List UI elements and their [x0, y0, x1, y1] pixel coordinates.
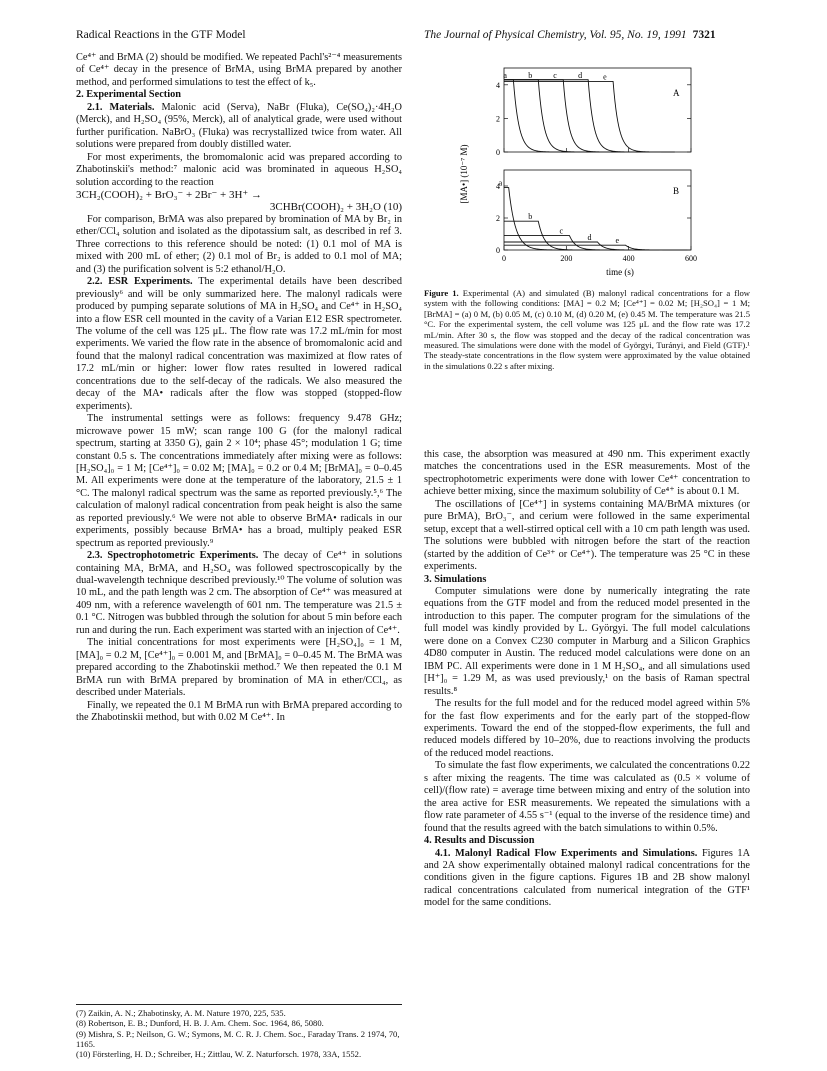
panel-label: B [673, 186, 680, 196]
y-tick-label: 2 [496, 114, 500, 124]
curve-label: a [498, 178, 503, 188]
decay-curve-A-d [504, 80, 650, 152]
curve-label: c [559, 226, 564, 236]
curve-label: e [615, 236, 620, 246]
x-tick-label: 0 [502, 254, 506, 263]
journal-citation: The Journal of Physical Chemistry, Vol. 95, No. 19, 1991 [424, 29, 687, 41]
panel-frame-B [504, 170, 691, 250]
section-3-heading: 3. Simulations [424, 573, 487, 585]
curve-label: b [528, 70, 533, 80]
curve-label: b [528, 212, 533, 222]
simulations-paragraph-1: Computer simulations were done by numerically integrating the rate equations from the GTF model and from the reduced model presented in the introduction to this paper. The computer program for the simulations of the full model was kindly provided by L. Györgyi. The full model calculations were done on a Convex C230 computer in Marburg and a Silicon Graphics 4D80 computer in Austin. The reduced model calculations were done on an IBM PC. All experiments were done in 1 M H₂SO₄, and all simulations used [H⁺]₀ = 1.29 M, as was used previously,¹ on the basis of Raman spectral results.⁸ [424, 585, 750, 697]
materials-heading: 2.1. Materials. [87, 101, 155, 113]
y-tick-label: 4 [496, 80, 500, 90]
figure-1-label: Figure 1. [424, 288, 459, 298]
initial-conc-paragraph: The initial concentrations for most experiments were [H₂SO₄]₀ = 1 M, [MA]₀ = 0.2 M, [Ce⁴⁺]₀ = 0.001 M, and [BrMA]₀ = 0–0.45 M. The BrMA was prepared according to the Zhabotinskii method.⁷ We then repeated the 0.1 M BrMA run with BrMA prepared by bromination of MA in ether/CCl₄, as described under Materials. [76, 637, 402, 699]
esr-paragraph [76, 276, 402, 413]
page-number: 7321 [692, 29, 716, 41]
curve-label: d [578, 70, 583, 80]
x-axis-label: time (s) [606, 267, 634, 277]
curve-label: c [553, 70, 557, 80]
decay-curve-A-c [504, 80, 625, 152]
instrument-paragraph: The instrumental settings were as follows: frequency 9.478 GHz; microwave power 15 mW; scan range 100 G (for the malonyl radical spectrum, starting at 3350 G), gain 2 × 10⁴; phase 45°; modulation 1 G; time constant 0.5 s. The concentrations immediately after mixing were as follows: [H₂SO₄]₀ = 1 M; [Ce⁴⁺]₀ = 0.02 M; [MA]₀ = 0.2 or 0.4 M; [BrMA]₀ = 0–0.45 M. All experiments were done at the temperature of the laboratory, 21.5 ± 1 °C. The malonyl radical spectrum was the same as reported previously.⁵,⁶ The calculation of malonyl radical concentration from peak height is also the same as reported previously.⁶ We were not able to observe BrMA• radicals in our experiments, possibly because BrMA• has a broad, multiply peaked ESR spectrum as reported previously.⁹ [76, 413, 402, 549]
spectro-paragraph [76, 550, 402, 637]
esr-text: The experimental details have been described previously⁶ and will be only summarized here. The malonyl radicals were produced by pumping separate solutions of MA in H₂SO₄ and Ce⁴⁺ in H₂SO₄ into a flow ESR cell mounted in the cavity of a Varian E12 ESR spectrometer. The volume of the cell was 125 μL. The flow rate was 17.2 mL/min for most experiments. We varied the flow rate in the absence of bromomalonic acid and found that the malonyl radical concentration was maximized at flow rates of 17.2 mL/min or higher: lower flow rates resulted in lowered radical concentrations due to the self-decay of the radicals. We also measured the decay of the MA• radicals after the flow was stopped (stopped-flow experiments). [76, 276, 402, 412]
x-tick-label: 600 [685, 254, 697, 263]
x-tick-label: 400 [622, 254, 635, 263]
simulations-paragraph-2: The results for the full model and for the reduced model agreed within 5% for the fast flow experiments and for the early part of the stopped-flow experiments. Toward the end of the stopped-flow experiments, the full and reduced models differed by 10–20%, due to reactions involving the products of the reduced model reactions. [424, 698, 750, 759]
decay-curve-A-b [504, 80, 600, 152]
continued-paragraph: this case, the absorption was measured at 490 nm. This experiment exactly matches the concentrations used in the ESR measurements. Most of the spectrophotometric experiments were done with lower Ce⁴⁺ concentration to achieve better mixing, since the maximum solubility of Ce⁴⁺ is about 0.1 M. [424, 449, 750, 498]
footnote-references [76, 1004, 402, 1059]
y-tick-label: 4 [496, 182, 500, 191]
comparison-paragraph: For comparison, BrMA was also prepared by bromination of MA by Br₂ in ether/CCl₄ solution and isolated as the dipotassium salt, as described in ref 3. Three corrections to this reference should be noted: (1) 0.1 mol of MA is mixed with 200 mL of ether; (2) 0.1 mol of Br₂ is added to 0.1 mol of MA; and (3) the purification solvent is 5:2 ethanol/H₂O. [76, 213, 402, 275]
figure-1-chart [424, 60, 750, 278]
equation-10-line1: 3CH₂(COOH)₂ + BrO₃⁻ + 2Br⁻ + 3H⁺ → [76, 188, 262, 201]
results-subheading: 4.1. Malonyl Radical Flow Experiments and Simulations. [435, 847, 698, 859]
materials-paragraph [76, 102, 402, 152]
y-tick-label: 2 [496, 214, 500, 223]
reference-7: (7) Zaikin, A. N.; Zhabotinsky, A. M. Nature 1970, 225, 535. [76, 1008, 286, 1018]
esr-heading: 2.2. ESR Experiments. [87, 276, 193, 288]
section-4-heading: 4. Results and Discussion [424, 835, 535, 847]
y-tick-label: 0 [496, 148, 500, 157]
oscillation-paragraph: The oscillations of [Ce⁴⁺] in systems containing MA/BrMA mixtures (or pure BrMA), BrO₃⁻, and cerium were followed in the same experimental setup, except that a well-stirred optical cell with a 10 cm path length was used. The solutions were bubbled with nitrogen before the start of the reaction (started by the addition of Ce³⁺ or Ce⁴⁺). The temperature was 25 °C in these experiments. [424, 498, 750, 573]
figure-1-caption [424, 288, 750, 371]
final-paragraph: Finally, we repeated the 0.1 M BrMA run with BrMA prepared according to the Zhabotinskii method, but with 0.02 M Ce⁴⁺. In [76, 699, 402, 724]
curve-label: e [603, 72, 607, 82]
reference-8: (8) Robertson, E. B.; Dunford, H. B. J. Am. Chem. Soc. 1964, 86, 5080. [76, 1018, 324, 1029]
y-axis-label: [MA•] (10⁻⁷ M) [459, 144, 469, 204]
results-text: Figures 1A and 2A show experimentally obtained malonyl radical concentrations for the conditions given in the figure captions. Figures 1B and 2B show malonyl radical concentrations calculated from numerical integration of the GTF¹ model for the same conditions. [424, 847, 751, 909]
spectro-heading: 2.3. Spectrophotometric Experiments. [87, 550, 259, 562]
running-header-left: Radical Reactions in the GTF Model [76, 29, 246, 41]
spectro-text: The decay of Ce⁴⁺ in solutions containing MA, BrMA, and H₂SO₄ was followed spectroscopically by the dual-wavelength technique described previously.¹⁰ The volume of solution was 10 mL, and the path length was 2 cm. The absorption of Ce⁴⁺ was measured at 409 nm, with a reference wavelength of 601 nm. The temperature was 21.5 ± 0.1 °C. Nitrogen was bubbled through the solution for about 5 min before each run and during the run. Each experiment was started with an injection of Ce⁴⁺. [76, 550, 402, 636]
reference-9: (9) Mishra, S. P.; Neilson, G. W.; Symons, M. C. R. J. Chem. Soc., Faraday Trans. 2 1974, 70, 1165. [76, 1028, 400, 1049]
left-column [76, 52, 402, 724]
running-header-right [424, 29, 716, 41]
curve-label: d [587, 233, 592, 242]
x-tick-label: 200 [560, 254, 573, 263]
reference-10: (10) Försterling, H. D.; Schreiber, H.; Zittlau, W. Z. Naturforsch. 1978, 33A, 1552. [76, 1049, 362, 1060]
right-column [424, 449, 750, 910]
caption-text: Experimental (A) and simulated (B) malonyl radical concentrations for a flow system with the following conditions: [MA] = 0.2 M; [Ce⁴⁺] = 0.02 M; [H₂SO₄] = 1 M; [BrMA] = (a) 0 M, (b) 0.05 M, (c) 0.10 M, (d) 0.20 M, (e) 0.45 M. The temperature was 21.5 °C. For the experimental system, the cell volume was 125 μL and the flow rate was 17.2 mL/min. After 30 s, the flow was stopped and the decay of the radical concentration was measured. The simulations were done with the model of Györgyi, Turányi, and Field (GTF).¹ The steady-state concentrations in the flow system were approximated by the value obtained in the simulations 0.22 s after mixing. [424, 288, 750, 371]
curve-label: a [503, 70, 507, 80]
decay-curve-B-a [504, 188, 570, 250]
intro-paragraph-end: Ce⁴⁺ and BrMA (2) should be modified. We repeated Pachl's²⁻⁴ measurements of Ce⁴⁺ decay in the presence of BrMA, using BrMA prepared by another method, and performed simulations to test the effect of k₅. [76, 52, 402, 88]
equation-10-line2: 3CHBr(COOH)₂ + 3H₂O (10) [269, 201, 402, 214]
y-tick-label: 0 [496, 246, 500, 255]
results-paragraph [424, 848, 750, 910]
section-2-heading: 2. Experimental Section [76, 89, 181, 101]
panel-label: A [673, 88, 680, 98]
bma-prep-paragraph: For most experiments, the bromomalonic acid was prepared according to Zhabotinskii's method:⁷ malonic acid was brominated in aqueous H₂SO₄ solution according to the reaction [76, 151, 402, 188]
materials-text: Malonic acid (Serva), NaBr (Fluka), Ce(SO₄)₂·4H₂O (Merck), and H₂SO₄ (95%, Merck), all of analytical grade, were used without further purification. NaBrO₃ (Fluka) was recrystallized twice from water. All solutions were prepared from doubly distilled water. [76, 101, 402, 151]
simulations-paragraph-3: To simulate the fast flow experiments, we calculated the concentrations 0.22 s after mixing the reagents. The time was calculated as (0.5 × volume of cell)/(flow rate) = average time between mixing and entry of the solution into the area active for ESR measurements. We repeated the simulations with a flow rate parameter of 4.55 s⁻¹ (equal to the inverse of the residence time) and found that the results agreed with the batch simulations to within 0.5%. [424, 760, 750, 834]
